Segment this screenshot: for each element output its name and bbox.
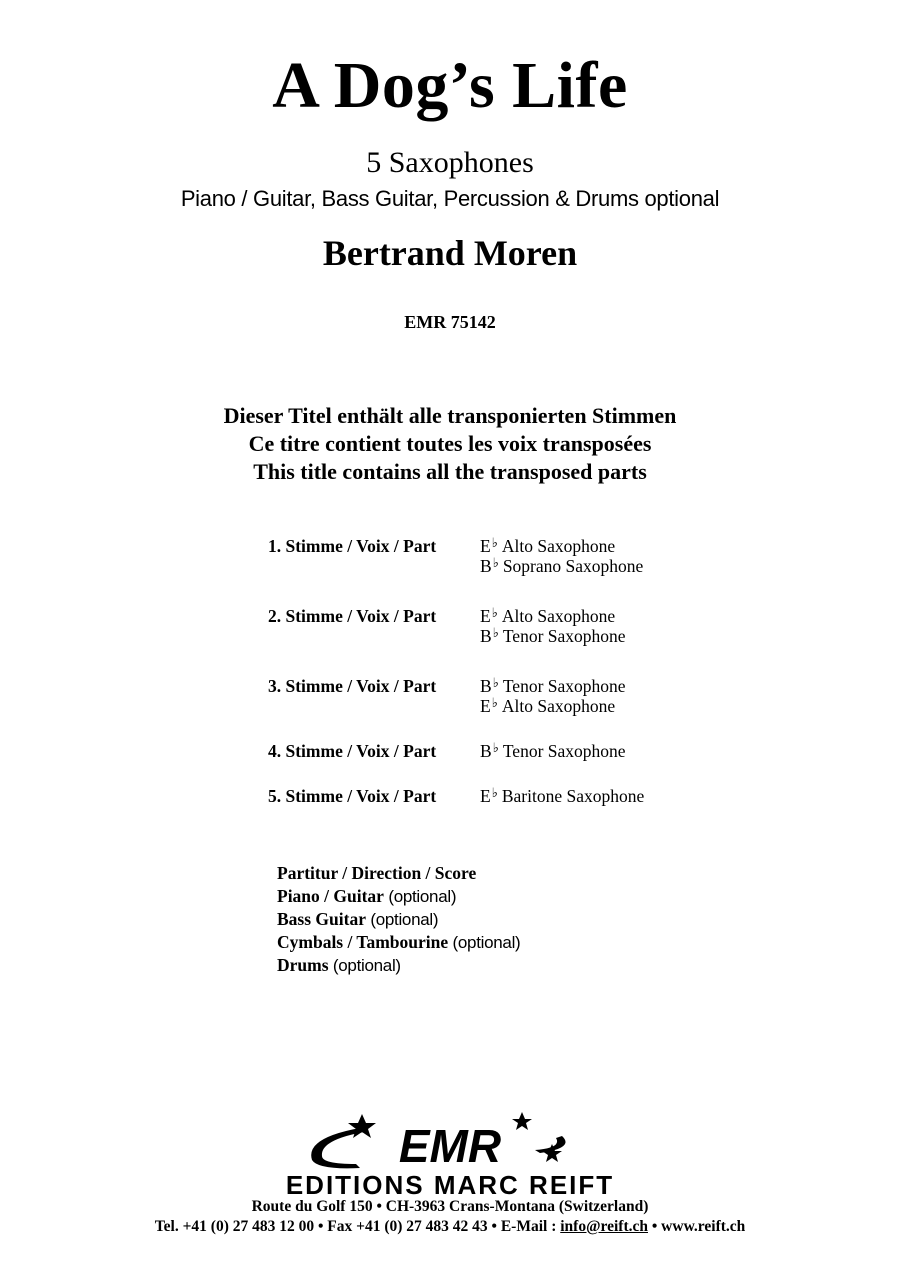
list-item: Drums (optional) [277,955,401,975]
instrumentation: Piano / Guitar, Bass Guitar, Percussion & Drums optional [180,186,720,211]
flat-sign: ♭ [491,785,498,800]
composer: Bertrand Moren [322,233,578,273]
flat-sign: ♭ [491,695,498,710]
flat-sign: ♭ [492,625,499,640]
transposed-parts-notice [0,402,900,486]
list-item: Partitur / Direction / Score [277,863,477,883]
list-item: Cymbals / Tambourine (optional) [277,932,521,952]
part-label: 1. Stimme / Voix / Part [268,536,437,556]
notice-english: This title contains all the transposed parts [253,459,647,484]
notice-french: Ce titre contient toutes les voix transposées [248,431,652,456]
part-instrument: B♭ Tenor Saxophone [480,740,626,761]
flat-sign: ♭ [492,740,499,755]
part-instrument: B♭ Tenor Saxophone [480,625,626,646]
flat-sign: ♭ [491,605,498,620]
publisher-address: Route du Golf 150 • CH-3963 Crans-Montana (Switzerland) [251,1198,649,1215]
part-label: 3. Stimme / Voix / Part [268,676,437,696]
flat-sign: ♭ [492,555,499,570]
page-title: A Dog’s Life [272,49,628,122]
part-instrument: E♭ Alto Saxophone [480,695,616,716]
notice-german: Dieser Titel enthält alle transponierten Stimmen [223,403,677,428]
part-instrument: B♭ Tenor Saxophone [480,675,626,696]
part-label: 2. Stimme / Voix / Part [268,606,437,626]
subtitle: 5 Saxophones [366,146,534,179]
part-instrument: E♭ Baritone Saxophone [480,785,645,806]
part-instrument: E♭ Alto Saxophone [480,605,616,626]
part-label: 5. Stimme / Voix / Part [268,786,437,806]
logo-text: EMR [398,1120,502,1172]
flat-sign: ♭ [492,675,499,690]
part-instrument: E♭ Alto Saxophone [480,535,616,556]
list-item: Bass Guitar (optional) [277,909,439,929]
email-link[interactable]: info@reift.ch [560,1218,648,1235]
flat-sign: ♭ [491,535,498,550]
catalog-number: EMR 75142 [404,312,496,332]
part-instrument: B♭ Soprano Saxophone [480,555,644,576]
publisher-contact: Tel. +41 (0) 27 483 12 00 • Fax +41 (0) 27 483 42 43 • E-Mail : info@reift.ch • www.reift.ch [154,1218,746,1235]
website-link: • www.reift.ch [648,1218,746,1235]
emr-logo-icon [300,1108,600,1178]
list-item: Piano / Guitar (optional) [277,886,457,906]
part-label: 4. Stimme / Voix / Part [268,741,437,761]
additional-parts-list [277,862,520,977]
publisher-name: EDITIONS MARC REIFT [285,1170,615,1200]
